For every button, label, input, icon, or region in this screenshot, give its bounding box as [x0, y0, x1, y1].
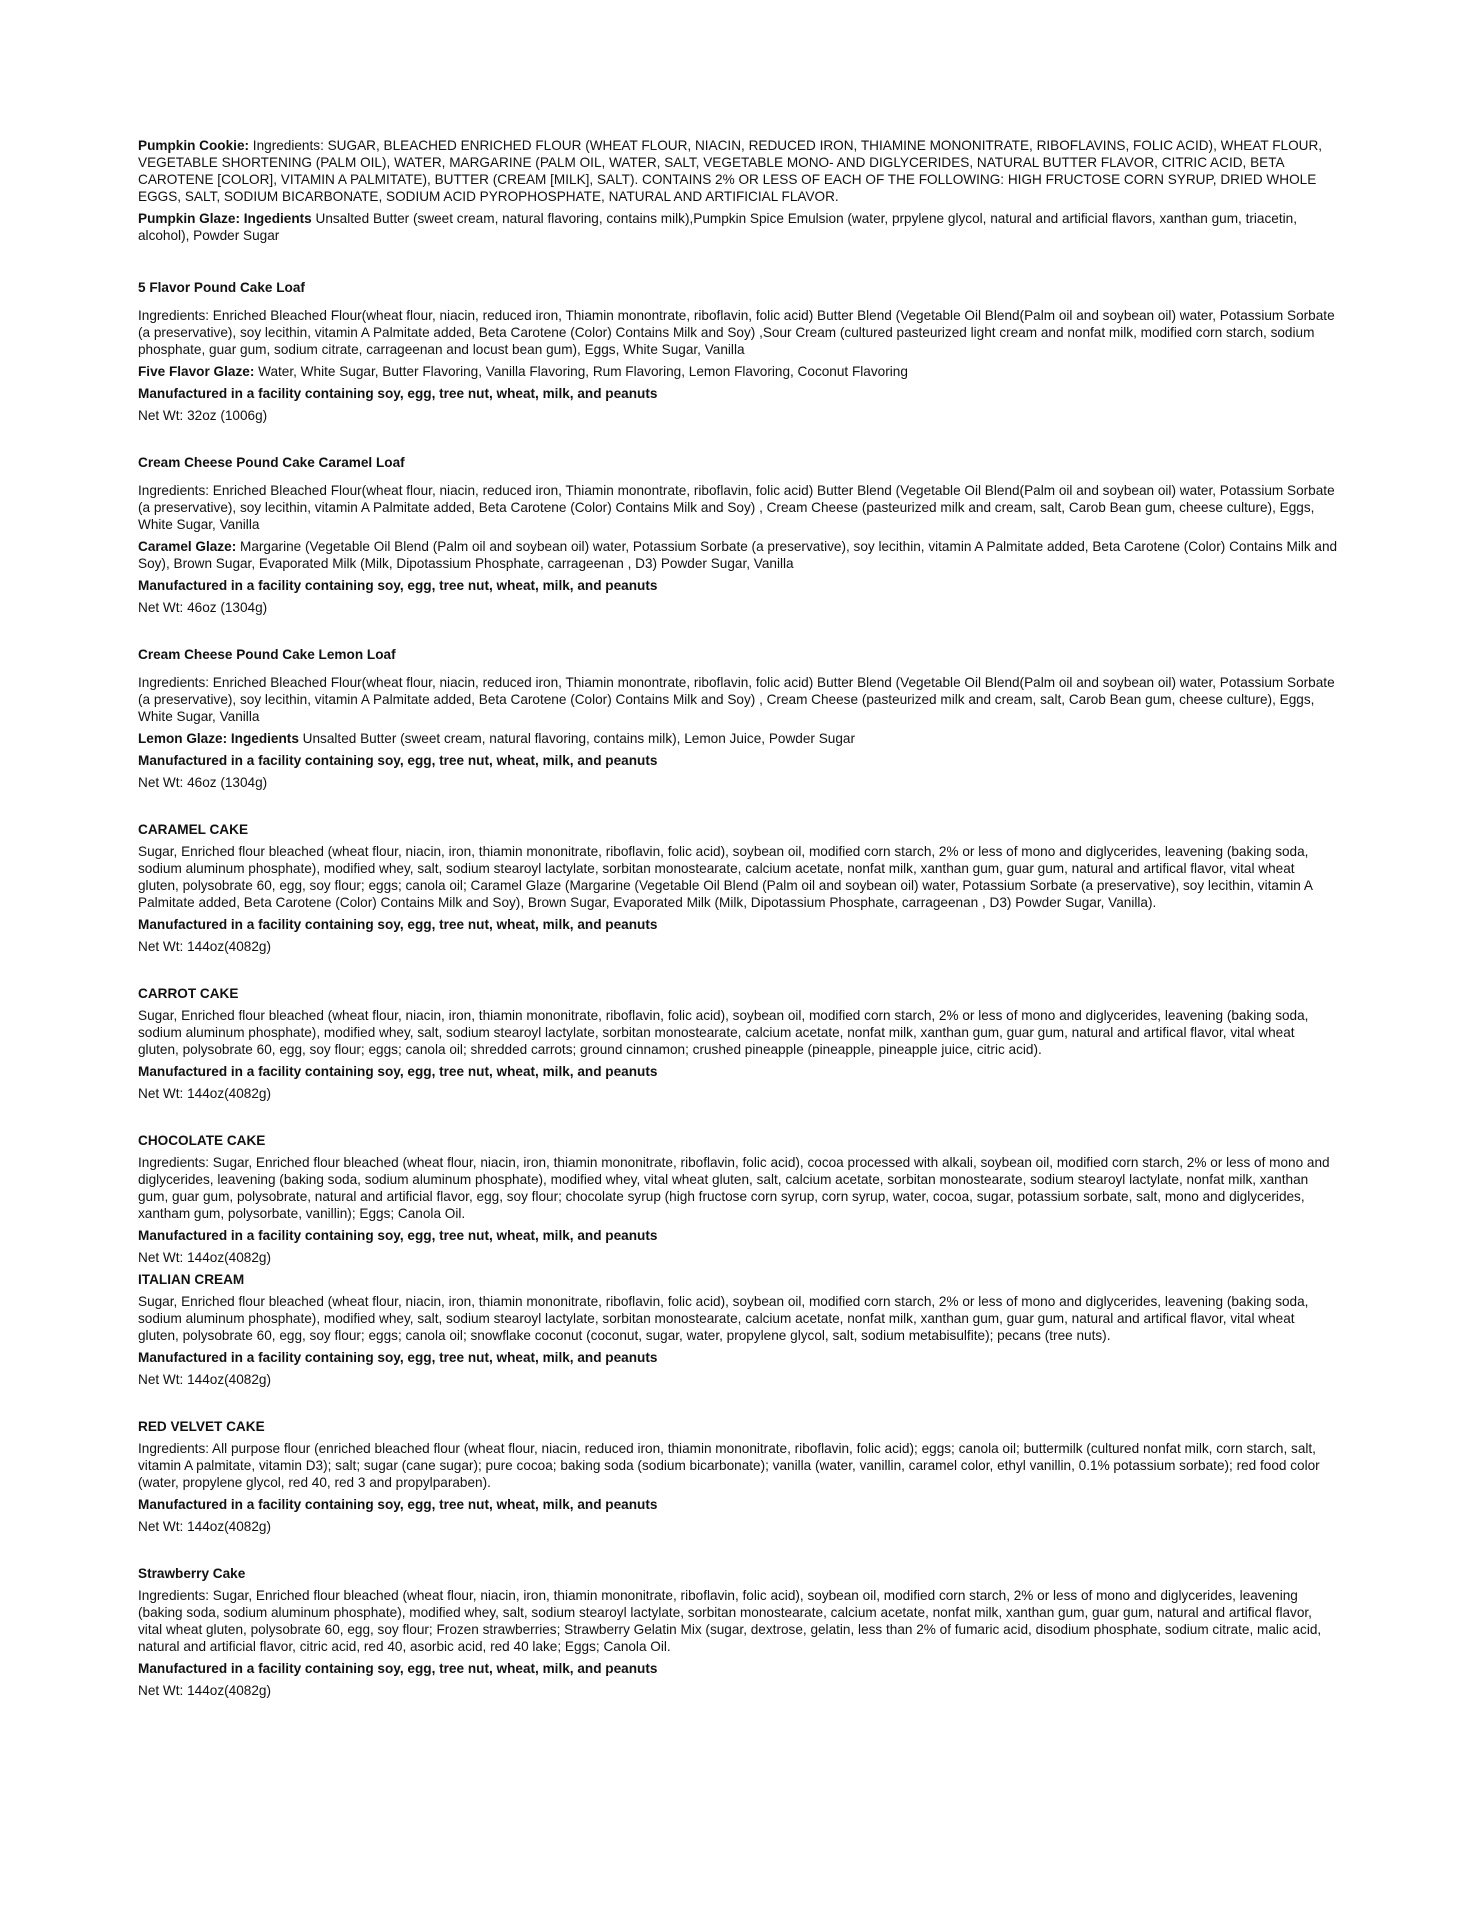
caramel-cake-net-wt: Net Wt: 144oz(4082g) — [138, 939, 271, 954]
chocolate-cake-net-wt: Net Wt: 144oz(4082g) — [138, 1250, 271, 1265]
spacer — [138, 1535, 1338, 1565]
carrot-cake-title: CARROT CAKE — [138, 986, 239, 1001]
caramel-cake-allergen: Manufactured in a facility containing soy, egg, tree nut, wheat, milk, and peanuts — [138, 917, 658, 932]
chocolate-cake-allergen: Manufactured in a facility containing soy, egg, tree nut, wheat, milk, and peanuts — [138, 1228, 658, 1243]
pumpkin-cookie-ingredients — [138, 137, 1338, 205]
ingredients-document — [138, 137, 1338, 1699]
red-velvet-ingredients: Ingredients: All purpose flour (enriched bleached flour (wheat flour, niacin, reduced iron, thiamin mononitrate, riboflavin, folic acid); eggs; canola oil; buttermilk (cultured nonfat milk, corn starch, salt, vitamin A palmitate, vitamin D3); salt; sugar (cane sugar); pure cocoa; baking soda (sodium bicarbonate); vanilla (water, vanillin, caramel color, ethyl vanillin, 0.1% potassium sorbate); red food color (water, propylene glycol, red 40, red 3 and propylparaben). — [138, 1441, 1320, 1490]
pumpkin-glaze-label: Pumpkin Glaze: Ingedients — [138, 211, 312, 226]
cc-lemon-ingredients: Ingredients: Enriched Bleached Flour(wheat flour, niacin, reduced iron, Thiamin monontrate, riboflavin, folic acid) Butter Blend (Vegetable Oil Blend(Palm oil and soybean oil) water, Potassium Sorbate (a preservative), soy lecithin, vitamin A Palmitate added, Beta Carotene (Color) Contains Milk and Soy) , Cream Cheese (pasteurized milk and cream, salt, Carob Bean gum, cheese culture), Eggs, White Sugar, Vanilla — [138, 675, 1335, 724]
spacer — [138, 249, 1338, 279]
strawberry-cake-allergen: Manufactured in a facility containing soy, egg, tree nut, wheat, milk, and peanuts — [138, 1661, 658, 1676]
cc-caramel-ingredients: Ingredients: Enriched Bleached Flour(wheat flour, niacin, reduced iron, Thiamin monontrate, riboflavin, folic acid) Butter Blend (Vegetable Oil Blend(Palm oil and soybean oil) water, Potassium Sorbate (a preservative), soy lecithin, vitamin A Palmitate added, Beta Carotene (Color) Contains Milk and Soy) , Cream Cheese (pasteurized milk and cream, salt, Carob Bean gum, cheese culture), Eggs, White Sugar, Vanilla — [138, 483, 1335, 532]
chocolate-cake-ingredients: Ingredients: Sugar, Enriched flour bleached (wheat flour, niacin, iron, thiamin mononitrate, riboflavin, folic acid), cocoa processed with alkali, soybean oil, modified corn starch, 2% or less of mono and diglycerides, leavening (baking soda, sodium aluminum phosphate), modified whey, vital wheat gluten, salt, calcium acetate, sorbitan monostearate, sodium stearoyl lactylate, nonfat milk, xanthan gum, guar gum, polysobrate, natural and artificial flavor, egg, soy flour; chocolate syrup (high fructose corn syrup, corn syrup, water, cocoa, sugar, potassium sorbate, salt, mono and diglycerides, xantham gum, polysorbate, vanillin); Eggs; Canola Oil. — [138, 1155, 1330, 1221]
red-velvet-title: RED VELVET CAKE — [138, 1419, 265, 1434]
carrot-cake-net-wt: Net Wt: 144oz(4082g) — [138, 1086, 271, 1101]
caramel-cake-title: CARAMEL CAKE — [138, 822, 249, 837]
strawberry-cake-ingredients: Ingredients: Sugar, Enriched flour bleached (wheat flour, niacin, iron, thiamin mononitrate, riboflavin, folic acid), soybean oil, modified corn starch, 2% or less of mono and diglycerides, leavening (baking soda, sodium aluminum phosphate), modified whey, salt, sodium stearoyl lactylate, sorbitan monostearate, calcium acetate, nonfat milk, xanthan gum, guar gum, natural and artifical flavor, vital wheat gluten, polysobrate 60, egg, soy flour; Frozen strawberries; Strawberry Gelatin Mix (sugar, dextrose, gelatin, less than 2% of fumaric acid, disodium phosphate, sodium citrate, malic acid, natural and artificial flavor, citric acid, red 40, asorbic acid, red 40 lake; Eggs; Canola Oil. — [138, 1588, 1322, 1654]
strawberry-cake-net-wt: Net Wt: 144oz(4082g) — [138, 1683, 271, 1698]
cc-lemon-net-wt: Net Wt: 46oz (1304g) — [138, 775, 268, 790]
cc-caramel-allergen: Manufactured in a facility containing soy, egg, tree nut, wheat, milk, and peanuts — [138, 578, 658, 593]
five-flavor-glaze — [138, 363, 1338, 380]
pumpkin-cookie-label: Pumpkin Cookie: — [138, 138, 250, 153]
cc-caramel-glaze-text: Margarine (Vegetable Oil Blend (Palm oil and soybean oil) water, Potassium Sorbate (a preservative), soy lecithin, vitamin A Palmitate added, Beta Carotene (Color) Contains Milk and Soy), Brown Sugar, Evaporated Milk (Milk, Dipotassium Phosphate, carrageenan , D3) Powder Sugar, Vanilla — [138, 539, 1338, 571]
red-velvet-allergen: Manufactured in a facility containing soy, egg, tree nut, wheat, milk, and peanuts — [138, 1497, 658, 1512]
red-velvet-net-wt: Net Wt: 144oz(4082g) — [138, 1519, 271, 1534]
spacer — [138, 791, 1338, 821]
five-flavor-allergen: Manufactured in a facility containing soy, egg, tree nut, wheat, milk, and peanuts — [138, 386, 658, 401]
five-flavor-ingredients: Ingredients: Enriched Bleached Flour(wheat flour, niacin, reduced iron, Thiamin monontrate, riboflavin, folic acid) Butter Blend (Vegetable Oil Blend(Palm oil and soybean oil) water, Potassium Sorbate (a preservative), soy lecithin, vitamin A Palmitate added, Beta Carotene (Color) Contains Milk and Soy) ,Sour Cream (cultured pasteurized light cream and nonfat milk, modified corn starch, sodium phosphate, guar gum, sodium citrate, carrageenan and locust bean gum), Eggs, White Sugar, Vanilla — [138, 308, 1335, 357]
cc-caramel-glaze — [138, 538, 1338, 572]
chocolate-cake-title: CHOCOLATE CAKE — [138, 1133, 266, 1148]
spacer — [138, 1388, 1338, 1418]
cc-lemon-allergen: Manufactured in a facility containing soy, egg, tree nut, wheat, milk, and peanuts — [138, 753, 658, 768]
cc-caramel-net-wt: Net Wt: 46oz (1304g) — [138, 600, 268, 615]
caramel-cake-ingredients: Sugar, Enriched flour bleached (wheat flour, niacin, iron, thiamin mononitrate, riboflavin, folic acid), soybean oil, modified corn starch, 2% or less of mono and diglycerides, leavening (baking soda, sodium aluminum phosphate), modified whey, salt, sodium stearoyl lactylate, sorbitan monostearate, calcium acetate, nonfat milk, xanthan gum, guar gum, natural and artifical flavor, vital wheat gluten, polysobrate 60, egg, soy flour; eggs; canola oil; Caramel Glaze (Margarine (Vegetable Oil Blend (Palm oil and soybean oil) water, Potassium Sorbate (a preservative), soy lecithin, vitamin A Palmitate added, Beta Carotene (Color) Contains Milk and Soy), Brown Sugar, Evaporated Milk (Milk, Dipotassium Phosphate, carrageenan , D3) Powder Sugar, Vanilla). — [138, 844, 1313, 910]
five-flavor-net-wt: Net Wt: 32oz (1006g) — [138, 408, 268, 423]
spacer — [138, 955, 1338, 985]
cc-lemon-title: Cream Cheese Pound Cake Lemon Loaf — [138, 647, 396, 662]
pumpkin-glaze — [138, 210, 1338, 244]
five-flavor-title: 5 Flavor Pound Cake Loaf — [138, 280, 305, 295]
spacer — [138, 424, 1338, 454]
cc-lemon-glaze-text: Unsalted Butter (sweet cream, natural flavoring, contains milk), Lemon Juice, Powder Sugar — [298, 731, 855, 746]
carrot-cake-allergen: Manufactured in a facility containing soy, egg, tree nut, wheat, milk, and peanuts — [138, 1064, 658, 1079]
spacer — [138, 1102, 1338, 1132]
five-flavor-glaze-label: Five Flavor Glaze: — [138, 364, 255, 379]
spacer — [138, 616, 1338, 646]
carrot-cake-ingredients: Sugar, Enriched flour bleached (wheat flour, niacin, iron, thiamin mononitrate, riboflavin, folic acid), soybean oil, modified corn starch, 2% or less of mono and diglycerides, leavening (baking soda, sodium aluminum phosphate), modified whey, salt, sodium stearoyl lactylate, sorbitan monostearate, calcium acetate, nonfat milk, xanthan gum, guar gum, natural and artifical flavor, vital wheat gluten, polysobrate 60, egg, soy flour; eggs; canola oil; shredded carrots; ground cinnamon; crushed pineapple (pineapple, pineapple juice, citric acid). — [138, 1008, 1309, 1057]
cc-caramel-title: Cream Cheese Pound Cake Caramel Loaf — [138, 455, 405, 470]
cc-caramel-glaze-label: Caramel Glaze: — [138, 539, 237, 554]
five-flavor-glaze-text: Water, White Sugar, Butter Flavoring, Vanilla Flavoring, Rum Flavoring, Lemon Flavoring, Coconut Flavoring — [254, 364, 908, 379]
italian-cream-allergen: Manufactured in a facility containing soy, egg, tree nut, wheat, milk, and peanuts — [138, 1350, 658, 1365]
cc-lemon-glaze — [138, 730, 1338, 747]
cc-lemon-glaze-label: Lemon Glaze: Ingedients — [138, 731, 299, 746]
strawberry-cake-title: Strawberry Cake — [138, 1566, 246, 1581]
italian-cream-title: ITALIAN CREAM — [138, 1272, 245, 1287]
pumpkin-cookie-text: Ingredients: SUGAR, BLEACHED ENRICHED FLOUR (WHEAT FLOUR, NIACIN, REDUCED IRON, THIAMINE MONONITRATE, RIBOFLAVINS, FOLIC ACID), WHEAT FLOUR, VEGETABLE SHORTENING (PALM OIL), WATER, MARGARINE (PALM OIL, WATER, SALT, VEGETABLE MONO- AND DIGLYCERIDES, NATURAL BUTTER FLAVOR, CITRIC ACID, BETA CAROTENE [COLOR], VITAMIN A PALMITATE), BUTTER (CREAM [MILK], SALT). CONTAINS 2% OR LESS OF EACH OF THE FOLLOWING: HIGH FRUCTOSE CORN SYRUP, DRIED WHOLE EGGS, SALT, SODIUM BICARBONATE, SODIUM ACID PYROPHOSPHATE, NATURAL AND ARTIFICIAL FLAVOR. — [138, 138, 1323, 204]
pumpkin-glaze-text: Unsalted Butter (sweet cream, natural flavoring, contains milk),Pumpkin Spice Emulsion (water, prpylene glycol, natural and artificial flavors, xanthan gum, triacetin, alcohol), Powder Sugar — [138, 211, 1297, 243]
italian-cream-ingredients: Sugar, Enriched flour bleached (wheat flour, niacin, iron, thiamin mononitrate, riboflavin, folic acid), soybean oil, modified corn starch, 2% or less of mono and diglycerides, leavening (baking soda, sodium aluminum phosphate), modified whey, salt, sodium stearoyl lactylate, sorbitan monostearate, calcium acetate, nonfat milk, xanthan gum, guar gum, natural and artifical flavor, vital wheat gluten, polysobrate 60, egg, soy flour; eggs; canola oil; snowflake coconut (coconut, sugar, water, propylene glycol, salt, sodium metabisulfite); pecans (tree nuts). — [138, 1294, 1309, 1343]
italian-cream-net-wt: Net Wt: 144oz(4082g) — [138, 1372, 271, 1387]
